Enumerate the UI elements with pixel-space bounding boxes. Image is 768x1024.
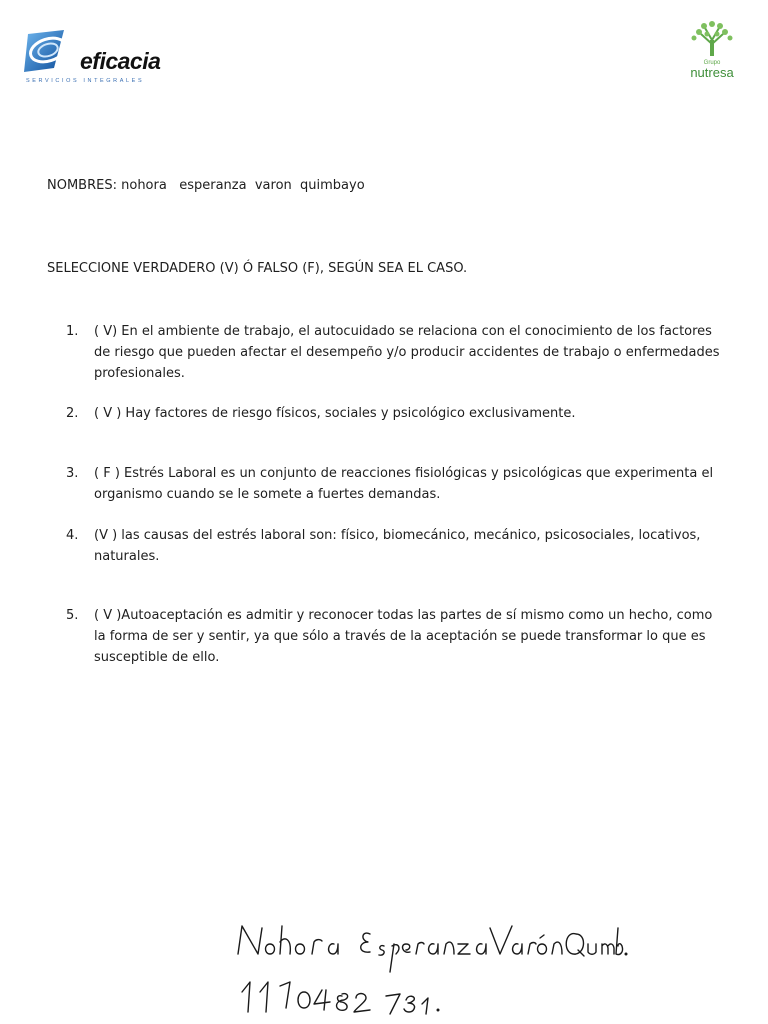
eficacia-wordmark: eficacia <box>80 48 161 74</box>
question-text: ( V )Autoaceptación es admitir y reconocer todas las partes de sí mismo como un hecho, como la forma de ser y sentir, ya que sólo a través de la aceptación se puede transformar lo que es susceptible de ello. <box>94 608 713 665</box>
nutresa-wordmark: nutresa <box>690 65 734 80</box>
question-text: ( V ) Hay factores de riesgo físicos, sociales y psicológico exclusivamente. <box>94 406 576 421</box>
question-number: 2. <box>66 406 79 421</box>
names-label: NOMBRES: <box>47 178 117 193</box>
question-number: 1. <box>66 324 79 339</box>
question-number: 4. <box>66 528 79 543</box>
names-value: nohora esperanza varon quimbayo <box>121 178 365 193</box>
question-text: ( F ) Estrés Laboral es un conjunto de reacciones fisiológicas y psicológicas que experimenta el organismo cuando se le somete a fuertes demandas. <box>94 466 714 502</box>
question-text: ( V) En el ambiente de trabajo, el autocuidado se relaciona con el conocimiento de los factores de riesgo que pueden afectar el desempeño y/o producir accidentes de trabajo o enfermedades profesionales. <box>94 324 720 381</box>
question-item <box>66 525 726 567</box>
question-text: (V ) las causas del estrés laboral son: físico, biomecánico, mecánico, psicosociales, locativos, naturales. <box>94 528 701 564</box>
question-number: 5. <box>66 608 79 623</box>
nutresa-logo <box>682 20 742 84</box>
nutresa-tree-icon <box>689 20 735 58</box>
question-item <box>66 321 726 384</box>
eficacia-tagline: SERVICIOS INTEGRALES <box>26 78 145 84</box>
eficacia-logo <box>24 28 174 88</box>
question-number: 3. <box>66 466 79 481</box>
names-line <box>47 178 365 193</box>
nutresa-group-label: Grupo <box>703 60 721 66</box>
handwritten-signature <box>200 910 630 1020</box>
question-item <box>66 605 726 668</box>
eficacia-globe-icon <box>24 28 76 74</box>
question-item <box>66 403 726 424</box>
question-item <box>66 463 726 505</box>
instruction-text: SELECCIONE VERDADERO (V) Ó FALSO (F), SEGÚN SEA EL CASO. <box>47 261 468 276</box>
